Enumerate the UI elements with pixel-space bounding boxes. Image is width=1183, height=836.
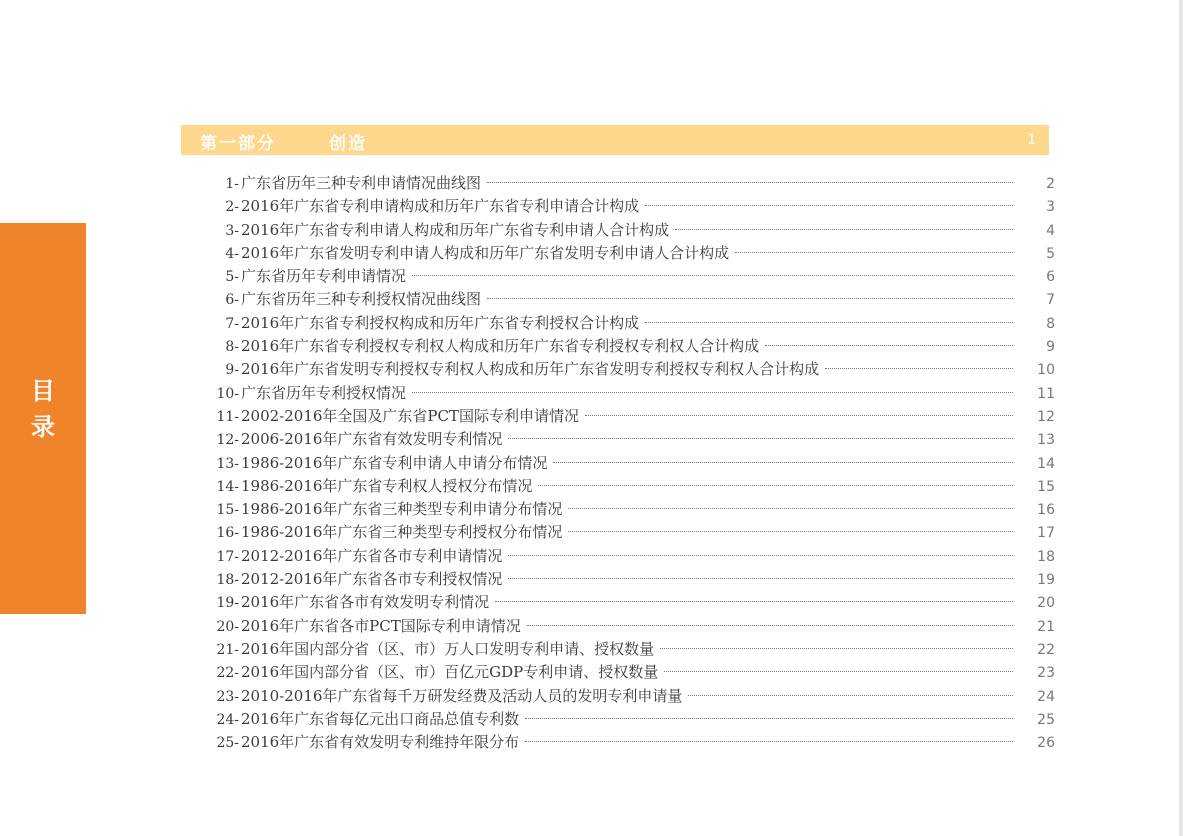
toc-entry-title: 2006-2016年广东省有效发明专利情况 <box>241 430 503 449</box>
toc-dot-leader <box>735 252 1013 253</box>
toc-entry-page: 10 <box>1037 362 1055 379</box>
toc-entry-title: 广东省历年专利申请情况 <box>241 267 407 286</box>
toc-entry-title: 2016年广东省专利申请构成和历年广东省专利申请合计构成 <box>241 197 640 216</box>
toc-entry-number: 3- <box>225 222 239 239</box>
toc-entry-number: 2- <box>225 199 239 216</box>
sidebar-title-char-1: 目 <box>31 377 55 405</box>
toc-entry[interactable] <box>195 428 1055 451</box>
toc-entry[interactable] <box>195 591 1055 614</box>
toc-entry-page: 24 <box>1037 688 1055 705</box>
toc-entry[interactable] <box>195 172 1055 195</box>
toc-entry[interactable] <box>195 335 1055 358</box>
toc-entry-title: 2016年广东省专利申请人构成和历年广东省专利申请人合计构成 <box>241 220 670 239</box>
toc-dot-leader <box>527 625 1013 626</box>
toc-dot-leader <box>660 648 1013 649</box>
toc-dot-leader <box>412 392 1013 393</box>
toc-entry-number: 5- <box>225 269 239 286</box>
toc-entry-page: 9 <box>1046 339 1055 356</box>
toc-entry[interactable] <box>195 452 1055 475</box>
toc-entry-page: 16 <box>1037 502 1055 519</box>
toc-entry-page: 19 <box>1037 572 1055 589</box>
sidebar-title-char-2: 录 <box>31 413 55 441</box>
toc-entry-page: 2 <box>1046 176 1055 192</box>
toc-entry-title: 2016年广东省各市有效发明专利情况 <box>241 593 490 612</box>
section-page-number: 1 <box>1027 132 1036 148</box>
toc-entry-title: 2002-2016年全国及广东省PCT国际专利申请情况 <box>241 406 579 425</box>
toc-entry-title: 2016年广东省发明专利申请人构成和历年广东省发明专利申请人合计构成 <box>241 243 730 262</box>
toc-entry[interactable] <box>195 358 1055 381</box>
toc-dot-leader <box>585 415 1013 416</box>
toc-entry-title: 广东省历年专利授权情况 <box>241 383 407 402</box>
toc-dot-leader <box>487 182 1013 183</box>
toc-dot-leader <box>645 322 1013 323</box>
toc-entry-number: 21- <box>216 641 239 658</box>
toc-entry[interactable] <box>195 521 1055 544</box>
toc-dot-leader <box>508 578 1013 579</box>
toc-entry-page: 11 <box>1037 385 1055 402</box>
toc-entry[interactable] <box>195 685 1055 708</box>
toc-entry-page: 21 <box>1037 618 1055 635</box>
toc-entry-number: 15- <box>216 502 239 519</box>
toc-dot-leader <box>538 485 1013 486</box>
toc-entry-title: 1986-2016年广东省专利权人授权分布情况 <box>241 476 533 495</box>
toc-dot-leader <box>525 741 1013 742</box>
toc-entry-page: 3 <box>1046 199 1055 216</box>
toc-entry-number: 18- <box>216 572 239 589</box>
toc-dot-leader <box>568 508 1013 509</box>
toc-dot-leader <box>412 275 1013 276</box>
toc-entry-page: 12 <box>1037 408 1055 425</box>
toc-entry-number: 25- <box>216 735 239 752</box>
toc-entry-number: 9- <box>225 362 239 379</box>
toc-entry-number: 12- <box>216 432 239 449</box>
toc-entry-page: 18 <box>1037 548 1055 565</box>
toc-entry[interactable] <box>195 568 1055 591</box>
toc-dot-leader <box>688 695 1013 696</box>
sidebar-tab <box>0 223 86 614</box>
sidebar-title <box>0 373 86 445</box>
toc-entry-number: 10- <box>216 385 239 402</box>
toc-entry-page: 5 <box>1046 245 1055 262</box>
toc-entry[interactable] <box>195 288 1055 311</box>
toc-entry-page: 14 <box>1037 455 1055 472</box>
toc-dot-leader <box>645 205 1013 206</box>
toc-dot-leader <box>568 531 1013 532</box>
toc-entry-number: 17- <box>216 548 239 565</box>
toc-entry-page: 13 <box>1037 432 1055 449</box>
toc-entry-number: 23- <box>216 688 239 705</box>
toc-entry-number: 19- <box>216 595 239 612</box>
toc-entry-number: 6- <box>225 292 239 309</box>
toc-entry-page: 22 <box>1037 641 1055 658</box>
toc-entry-title: 2012-2016年广东省各市专利申请情况 <box>241 546 503 565</box>
toc-entry-page: 4 <box>1046 222 1055 239</box>
toc-entry[interactable] <box>195 382 1055 405</box>
toc-dot-leader <box>675 229 1013 230</box>
toc-dot-leader <box>495 601 1013 602</box>
toc-dot-leader <box>664 671 1013 672</box>
section-name: 第一部分 <box>200 134 276 154</box>
toc-entry-number: 4- <box>225 245 239 262</box>
toc-entry[interactable] <box>195 312 1055 335</box>
toc-entry-page: 17 <box>1037 525 1055 542</box>
toc-entry-title: 1986-2016年广东省三种类型专利申请分布情况 <box>241 500 563 519</box>
toc-entry-title: 1986-2016年广东省三种类型专利授权分布情况 <box>241 523 563 542</box>
toc-entry-title: 2016年广东省每亿元出口商品总值专利数 <box>241 709 520 728</box>
toc-entry[interactable] <box>195 615 1055 638</box>
toc-entry-page: 25 <box>1037 711 1055 728</box>
toc-entry[interactable] <box>195 708 1055 731</box>
toc-entry-title: 2016年广东省专利授权专利权人构成和历年广东省专利授权专利权人合计构成 <box>241 337 760 356</box>
toc-entry-title: 2016年广东省各市PCT国际专利申请情况 <box>241 616 521 635</box>
toc-entry-number: 13- <box>216 455 239 472</box>
toc-entry[interactable] <box>195 731 1055 754</box>
toc-entry-number: 8- <box>225 339 239 356</box>
toc-dot-leader <box>508 555 1013 556</box>
toc-entry[interactable] <box>195 661 1055 684</box>
toc-entry-number: 14- <box>216 478 239 495</box>
toc-entry-number: 11- <box>216 408 239 425</box>
toc-entry[interactable] <box>195 265 1055 288</box>
toc-dot-leader <box>825 368 1013 369</box>
toc-dot-leader <box>508 438 1013 439</box>
toc-entry-number: 16- <box>216 525 239 542</box>
toc-entry[interactable] <box>195 475 1055 498</box>
toc-entry-title: 2012-2016年广东省各市专利授权情况 <box>241 570 503 589</box>
toc-entry-page: 8 <box>1046 315 1055 332</box>
toc-entry-title: 2016年国内部分省（区、市）百亿元GDP专利申请、授权数量 <box>241 663 659 682</box>
toc-dot-leader <box>553 462 1013 463</box>
toc-entry-title: 1986-2016年广东省专利申请人申请分布情况 <box>241 453 548 472</box>
toc-dot-leader <box>487 298 1013 299</box>
toc-entry-number: 20- <box>216 618 239 635</box>
toc-entry-page: 23 <box>1037 665 1055 682</box>
toc-entry-page: 7 <box>1046 292 1055 309</box>
toc-entry-number: 7- <box>225 315 239 332</box>
toc-entry-number: 1- <box>225 176 239 192</box>
toc-entry-title: 2010-2016年广东省每千万研发经费及活动人员的发明专利申请量 <box>241 686 683 705</box>
toc-entry-number: 22- <box>216 665 239 682</box>
toc-entry[interactable] <box>195 498 1055 521</box>
toc-entry[interactable] <box>195 545 1055 568</box>
page-edge <box>1179 0 1183 836</box>
toc-entry-number: 24- <box>216 711 239 728</box>
toc-entry-title: 2016年广东省有效发明专利维持年限分布 <box>241 733 520 752</box>
toc-entry[interactable] <box>195 405 1055 428</box>
toc-entry-page: 15 <box>1037 478 1055 495</box>
toc-entry-page: 26 <box>1037 735 1055 752</box>
toc-dot-leader <box>765 345 1013 346</box>
toc-dot-leader <box>525 718 1013 719</box>
toc-entry-title: 2016年广东省专利授权构成和历年广东省专利授权合计构成 <box>241 313 640 332</box>
toc-entry-title: 2016年广东省发明专利授权专利权人构成和历年广东省发明专利授权专利权人合计构成 <box>241 360 820 379</box>
toc-list <box>195 172 1055 754</box>
toc-entry-page: 6 <box>1046 269 1055 286</box>
toc-entry-title: 2016年国内部分省（区、市）万人口发明专利申请、授权数量 <box>241 639 655 658</box>
section-header[interactable] <box>181 125 1049 155</box>
toc-entry[interactable] <box>195 242 1055 265</box>
toc-entry-title: 广东省历年三种专利申请情况曲线图 <box>241 174 482 192</box>
toc-entry-page: 20 <box>1037 595 1055 612</box>
section-subtitle: 创造 <box>329 134 367 154</box>
toc-entry[interactable] <box>195 219 1055 242</box>
toc-entry[interactable] <box>195 638 1055 661</box>
toc-entry-title: 广东省历年三种专利授权情况曲线图 <box>241 290 482 309</box>
toc-entry[interactable] <box>195 195 1055 218</box>
